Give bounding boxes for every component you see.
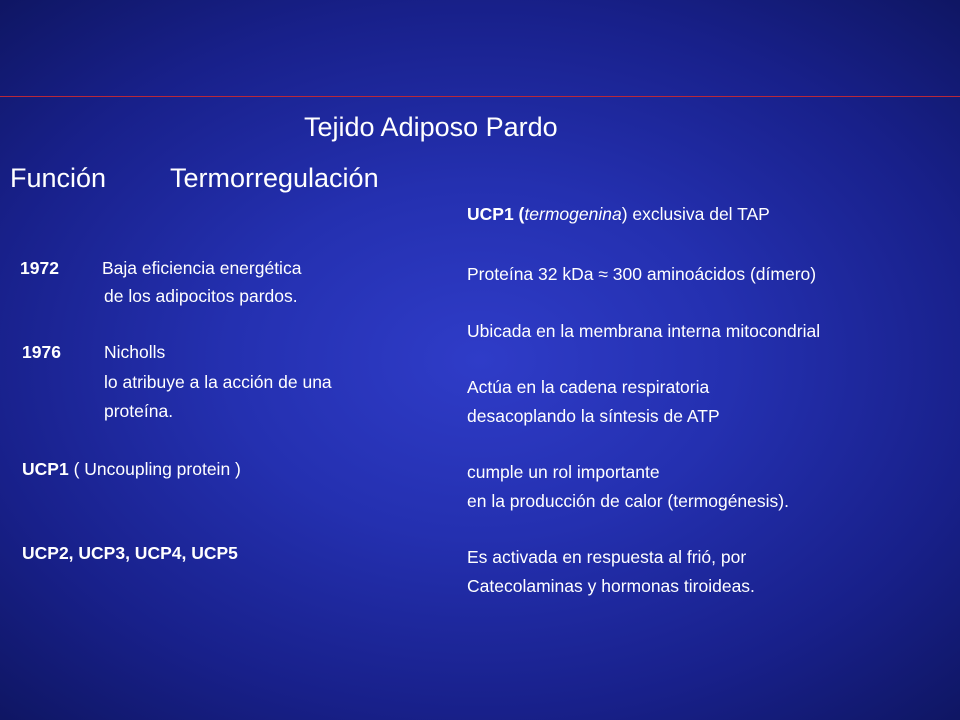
y1976-line1: Nicholls: [104, 342, 166, 362]
year-1972: 1972: [20, 258, 59, 278]
ucp1-summary-rest: ) exclusiva del TAP: [621, 204, 770, 224]
activ-line1: Es activada en respuesta al frió, por: [467, 547, 747, 567]
ucp1-summary: [467, 204, 770, 224]
ucp1-line: [22, 459, 241, 479]
ucp1-label: UCP1: [22, 459, 69, 479]
acts-line1: Actúa en la cadena respiratoria: [467, 377, 710, 397]
slide-title: Tejido Adiposo Pardo: [304, 112, 558, 142]
y1976-line2: lo atribuye a la acción de una: [104, 372, 332, 392]
activ-line2: Catecolaminas y hormonas tiroideas.: [467, 576, 755, 596]
header-rule: [0, 96, 960, 97]
y1976-line3: proteína.: [104, 401, 174, 421]
termogenina-text: termogenina: [524, 204, 622, 224]
year-1976: 1976: [22, 342, 61, 362]
role-line2: en la producción de calor (termogénesis).: [467, 491, 789, 511]
y1972-line2: de los adipocitos pardos.: [104, 286, 298, 306]
ucp1-summary-label: UCP1: [467, 204, 514, 224]
ucp-others: UCP2, UCP3, UCP4, UCP5: [22, 543, 238, 563]
ucp1-open-paren: (: [513, 204, 525, 224]
funcion-label: Función: [10, 163, 107, 193]
funcion-value: Termorregulación: [170, 163, 379, 193]
location-line: Ubicada en la membrana interna mitocondrial: [467, 321, 821, 341]
y1972-line1: Baja eficiencia energética: [102, 258, 302, 278]
acts-line2: desacoplando la síntesis de ATP: [467, 406, 720, 426]
role-line1: cumple un rol importante: [467, 462, 660, 482]
ucp1-desc: ( Uncoupling protein ): [73, 459, 241, 479]
protein-line: Proteína 32 kDa ≈ 300 aminoácidos (dímero): [467, 264, 817, 284]
